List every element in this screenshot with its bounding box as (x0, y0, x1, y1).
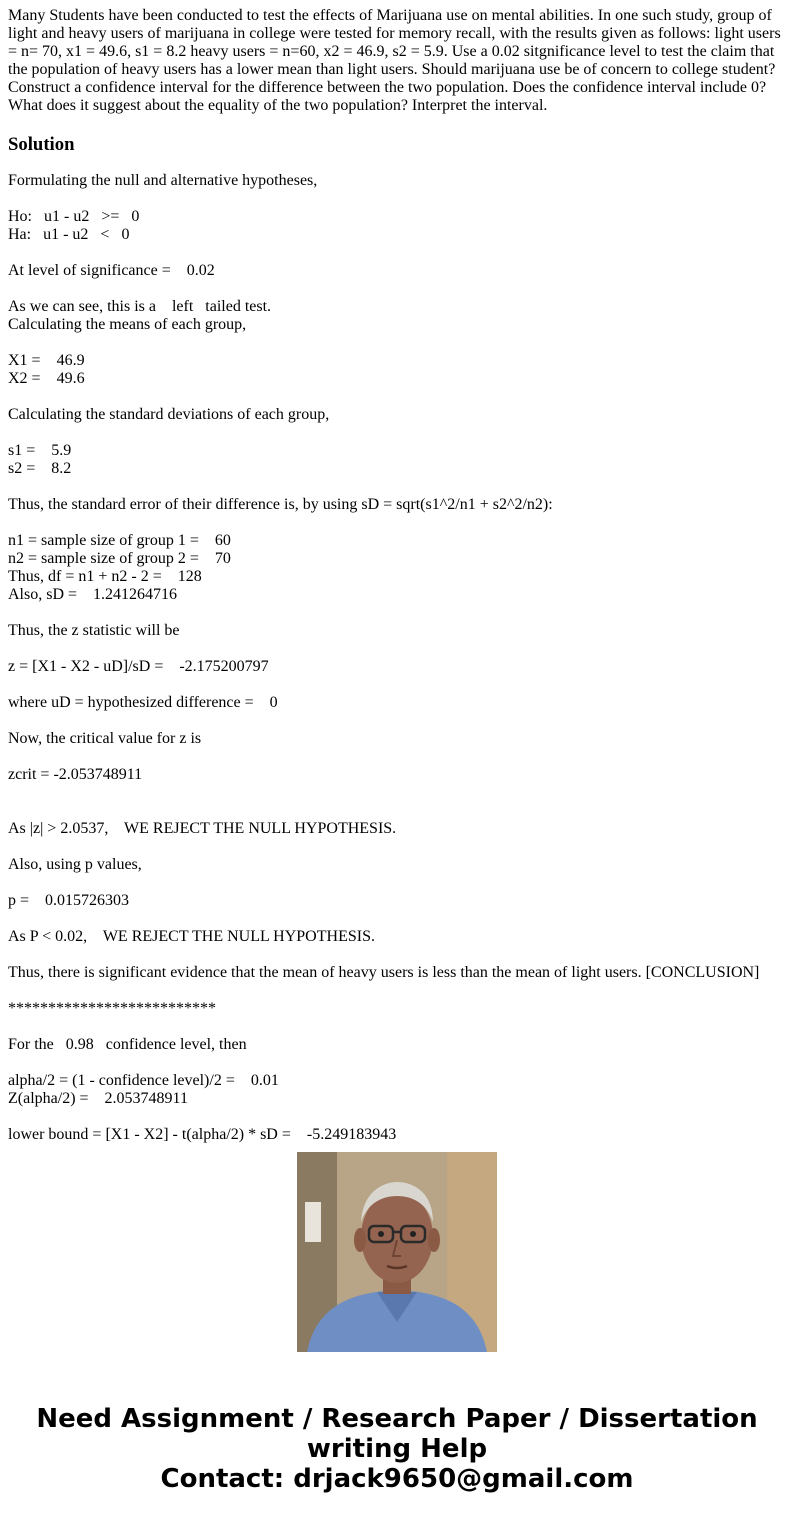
solution-line: Now, the critical value for z is (8, 730, 202, 747)
blank-line (8, 478, 788, 496)
blank-line (8, 244, 788, 262)
promo-text (20, 1404, 774, 1494)
solution-line: p = 0.015726303 (8, 892, 130, 909)
blank-line (8, 388, 788, 406)
solution-line: alpha/2 = (1 - confidence level)/2 = 0.01 (8, 1072, 279, 1089)
question-text: Many Students have been conducted to test the effects of Marijuana use on mental abilities. In one such study, group of light and heavy users of marijuana in college were tested for memory recall, with the results given as follows: light users = n= 70, x1 = 49.6, s1 = 8.2 heavy users = n=60, x2 = 46.9, s2 = 5.9. Use a 0.02 sitgnificance level to test the claim that the population of heavy users has a lower mean than light users. Should marijuana use be of concern to college student? Construct a confidence interval for the difference between the two population. Does the confidence interval include 0? What does it suggest about the equality of the two population? Interpret the interval. (8, 7, 781, 114)
solution-line: As P < 0.02, WE REJECT THE NULL HYPOTHESIS. (8, 928, 375, 945)
solution-line: Z(alpha/2) = 2.053748911 (8, 1090, 188, 1107)
promo-line-2: writing Help (306, 1434, 488, 1464)
blank-line (8, 910, 788, 928)
solution-line: Thus, the standard error of their difference is, by using sD = sqrt(s1^2/n1 + s2^2/n2): (8, 496, 553, 513)
solution-line: s2 = 8.2 (8, 460, 72, 477)
solution-line: s1 = 5.9 (8, 442, 72, 459)
solution-line: lower bound = [X1 - X2] - t(alpha/2) * sD = -5.249183943 (8, 1126, 397, 1143)
solution-line: where uD = hypothesized difference = 0 (8, 694, 278, 711)
solution-line: For the 0.98 confidence level, then (8, 1036, 247, 1053)
document-body (8, 7, 788, 1143)
solution-line: Calculating the means of each group, (8, 316, 247, 333)
promo-line-1: Need Assignment / Research Paper / Dissertation (36, 1404, 758, 1434)
solution-line: n1 = sample size of group 1 = 60 (8, 532, 231, 549)
solution-line: ************************** (8, 1000, 216, 1017)
solution-line: At level of significance = 0.02 (8, 262, 215, 279)
solution-line: Also, sD = 1.241264716 (8, 586, 178, 603)
solution-line: Ha: u1 - u2 < 0 (8, 226, 130, 243)
solution-line: Ho: u1 - u2 >= 0 (8, 208, 140, 225)
blank-line (8, 874, 788, 892)
blank-line (8, 1054, 788, 1072)
blank-line (8, 604, 788, 622)
promo-banner (0, 1152, 794, 1523)
blank-line (8, 676, 788, 694)
blank-line (8, 838, 788, 856)
solution-line: z = [X1 - X2 - uD]/sD = -2.175200797 (8, 658, 269, 675)
blank-line (8, 424, 788, 442)
blank-line (8, 190, 788, 208)
solution-line: n2 = sample size of group 2 = 70 (8, 550, 231, 567)
author-avatar (297, 1152, 497, 1352)
solution-line: X1 = 46.9 (8, 352, 85, 369)
blank-line (8, 748, 788, 766)
solution-line: X2 = 49.6 (8, 370, 85, 387)
solution-line: Calculating the standard deviations of each group, (8, 406, 330, 423)
solution-line: Thus, the z statistic will be (8, 622, 180, 639)
blank-line (8, 514, 788, 532)
solution-line: Thus, there is significant evidence that the mean of heavy users is less than the mean of light users. [CONCLUSION] (8, 964, 760, 981)
blank-line (8, 784, 788, 802)
solution-line: Also, using p values, (8, 856, 142, 873)
solution-line: Thus, df = n1 + n2 - 2 = 128 (8, 568, 202, 585)
solution-line: As we can see, this is a left tailed test. (8, 298, 272, 315)
solution-heading: Solution (8, 134, 75, 155)
blank-line (8, 280, 788, 298)
blank-line (8, 1108, 788, 1126)
solution-steps (8, 172, 788, 1144)
blank-line (8, 946, 788, 964)
blank-line (8, 712, 788, 730)
blank-line (8, 640, 788, 658)
solution-line: Formulating the null and alternative hypotheses, (8, 172, 318, 189)
blank-line (8, 802, 788, 820)
promo-contact: Contact: drjack9650@gmail.com (160, 1464, 634, 1494)
blank-line (8, 334, 788, 352)
blank-line (8, 982, 788, 1000)
solution-line: zcrit = -2.053748911 (8, 766, 143, 783)
blank-line (8, 1018, 788, 1036)
solution-line: As |z| > 2.0537, WE REJECT THE NULL HYPOTHESIS. (8, 820, 397, 837)
